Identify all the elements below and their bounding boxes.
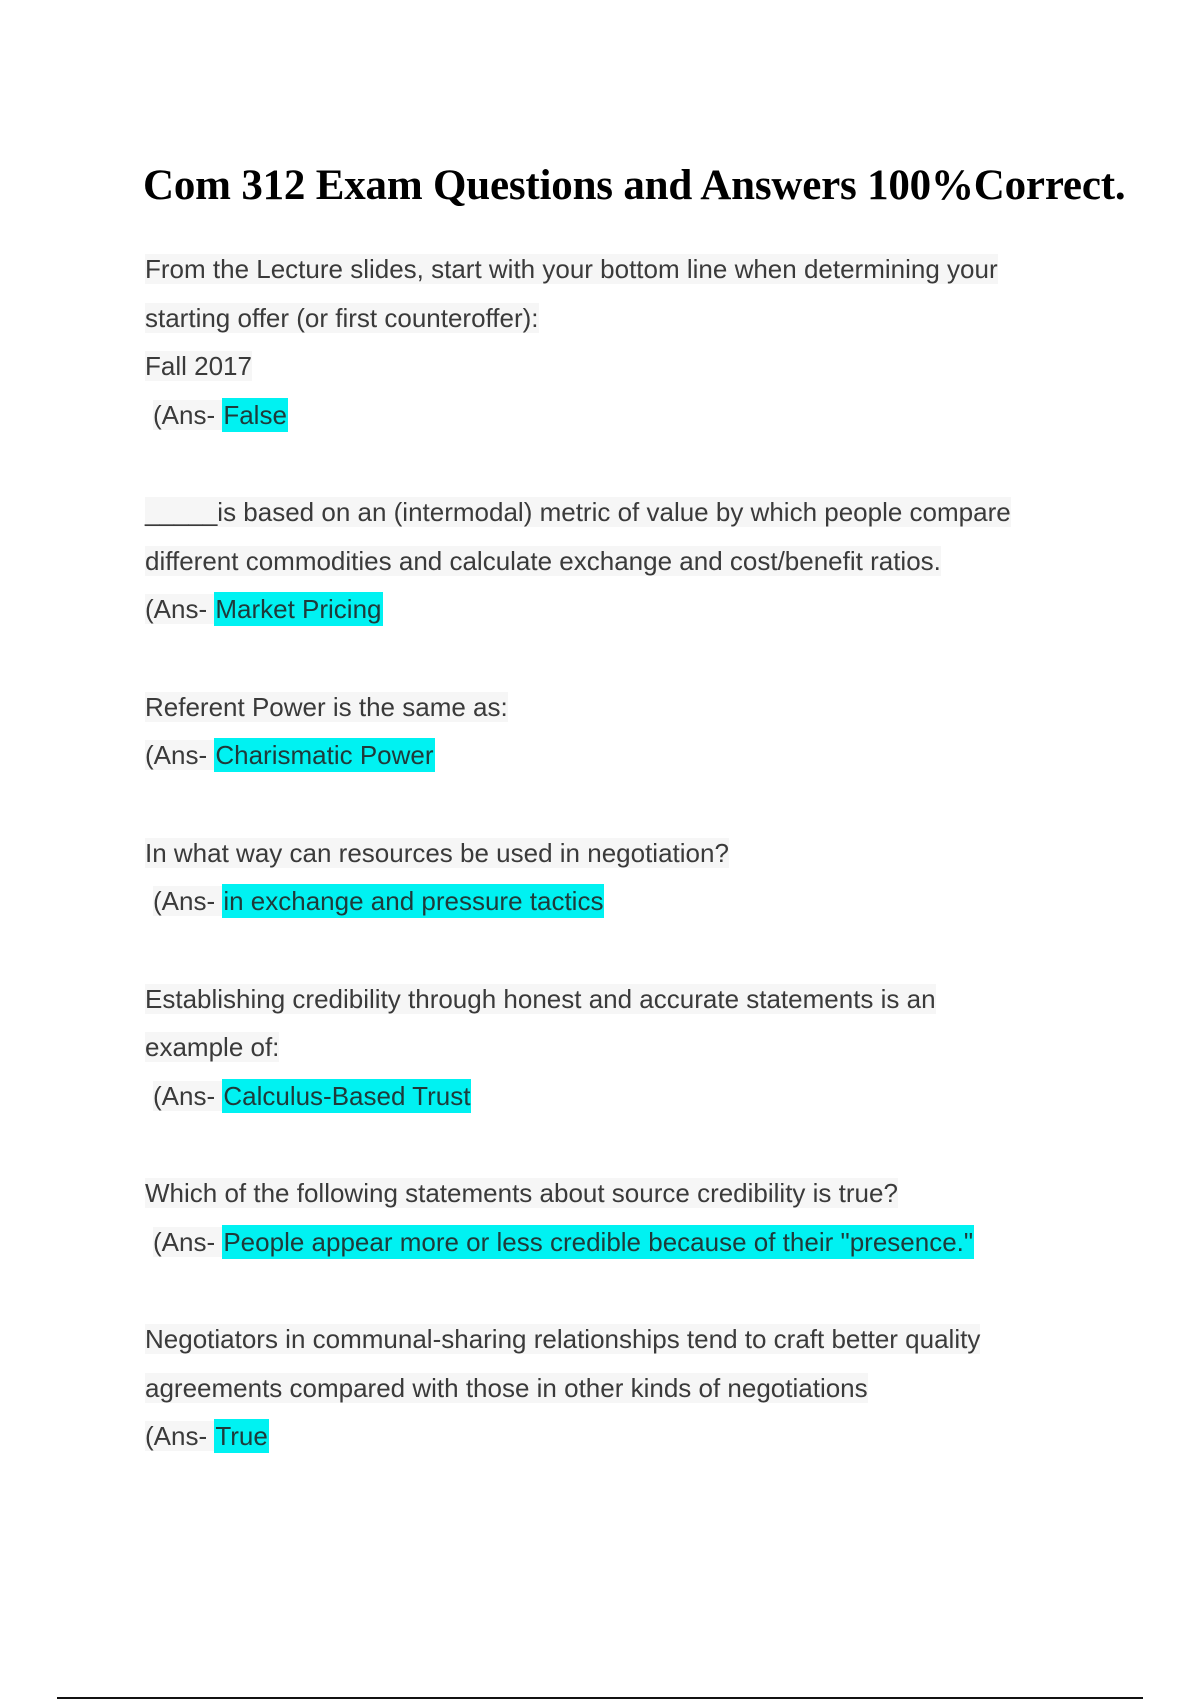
answer-highlight: in exchange and pressure tactics bbox=[223, 886, 604, 916]
answer-prefix: (Ans- bbox=[153, 1080, 223, 1111]
answer-prefix: (Ans- bbox=[153, 886, 223, 916]
question-line: Referent Power is the same as: bbox=[145, 691, 508, 722]
answer-highlight: Charismatic Power bbox=[215, 740, 434, 770]
question-line: In what way can resources be used in negotiation? bbox=[145, 837, 729, 868]
qa-item-7 bbox=[145, 1315, 1135, 1461]
answer-line bbox=[145, 877, 1135, 926]
answer-line bbox=[145, 585, 1135, 634]
answer-highlight: Market Pricing bbox=[215, 594, 382, 624]
answer-prefix: (Ans- bbox=[145, 594, 215, 624]
question-line: example of: bbox=[145, 1032, 280, 1062]
question-line: Which of the following statements about source credibility is true? bbox=[145, 1178, 898, 1208]
question-line: different commodities and calculate exchange and cost/benefit ratios. bbox=[145, 545, 941, 576]
question-line: _____is based on an (intermodal) metric of value by which people compare bbox=[145, 497, 1011, 527]
answer-prefix: (Ans- bbox=[145, 740, 215, 770]
answer-highlight: True bbox=[215, 1421, 268, 1451]
question-line: Establishing credibility through honest and accurate statements is an bbox=[145, 983, 936, 1014]
question-line: agreements compared with those in other kinds of negotiations bbox=[145, 1372, 868, 1403]
answer-prefix: (Ans- bbox=[145, 1421, 215, 1451]
qa-list bbox=[145, 245, 1135, 1510]
answer-highlight: False bbox=[223, 399, 287, 430]
footer-divider bbox=[57, 1697, 1143, 1699]
answer-line bbox=[145, 1412, 1135, 1461]
qa-item-5 bbox=[145, 975, 1135, 1121]
answer-prefix: (Ans- bbox=[153, 1226, 223, 1257]
answer-highlight: People appear more or less credible because of their "presence." bbox=[223, 1226, 974, 1257]
qa-item-6 bbox=[145, 1169, 1135, 1266]
qa-item-1 bbox=[145, 245, 1135, 439]
qa-item-2 bbox=[145, 488, 1135, 634]
qa-item-3 bbox=[145, 683, 1135, 780]
page-title: Com 312 Exam Questions and Answers 100%Correct. bbox=[143, 162, 1126, 209]
answer-line bbox=[145, 731, 1135, 780]
answer-line bbox=[145, 1218, 1135, 1267]
qa-item-4 bbox=[145, 829, 1135, 926]
question-line: Negotiators in communal-sharing relationships tend to craft better quality bbox=[145, 1324, 981, 1354]
answer-prefix: (Ans- bbox=[153, 399, 223, 430]
answer-line bbox=[145, 1072, 1135, 1121]
question-line: From the Lecture slides, start with your bottom line when determining your bbox=[145, 254, 998, 284]
question-line: starting offer (or first counteroffer): bbox=[145, 302, 539, 333]
question-line: Fall 2017 bbox=[145, 351, 252, 381]
answer-line bbox=[145, 391, 1135, 440]
answer-highlight: Calculus-Based Trust bbox=[223, 1080, 471, 1111]
